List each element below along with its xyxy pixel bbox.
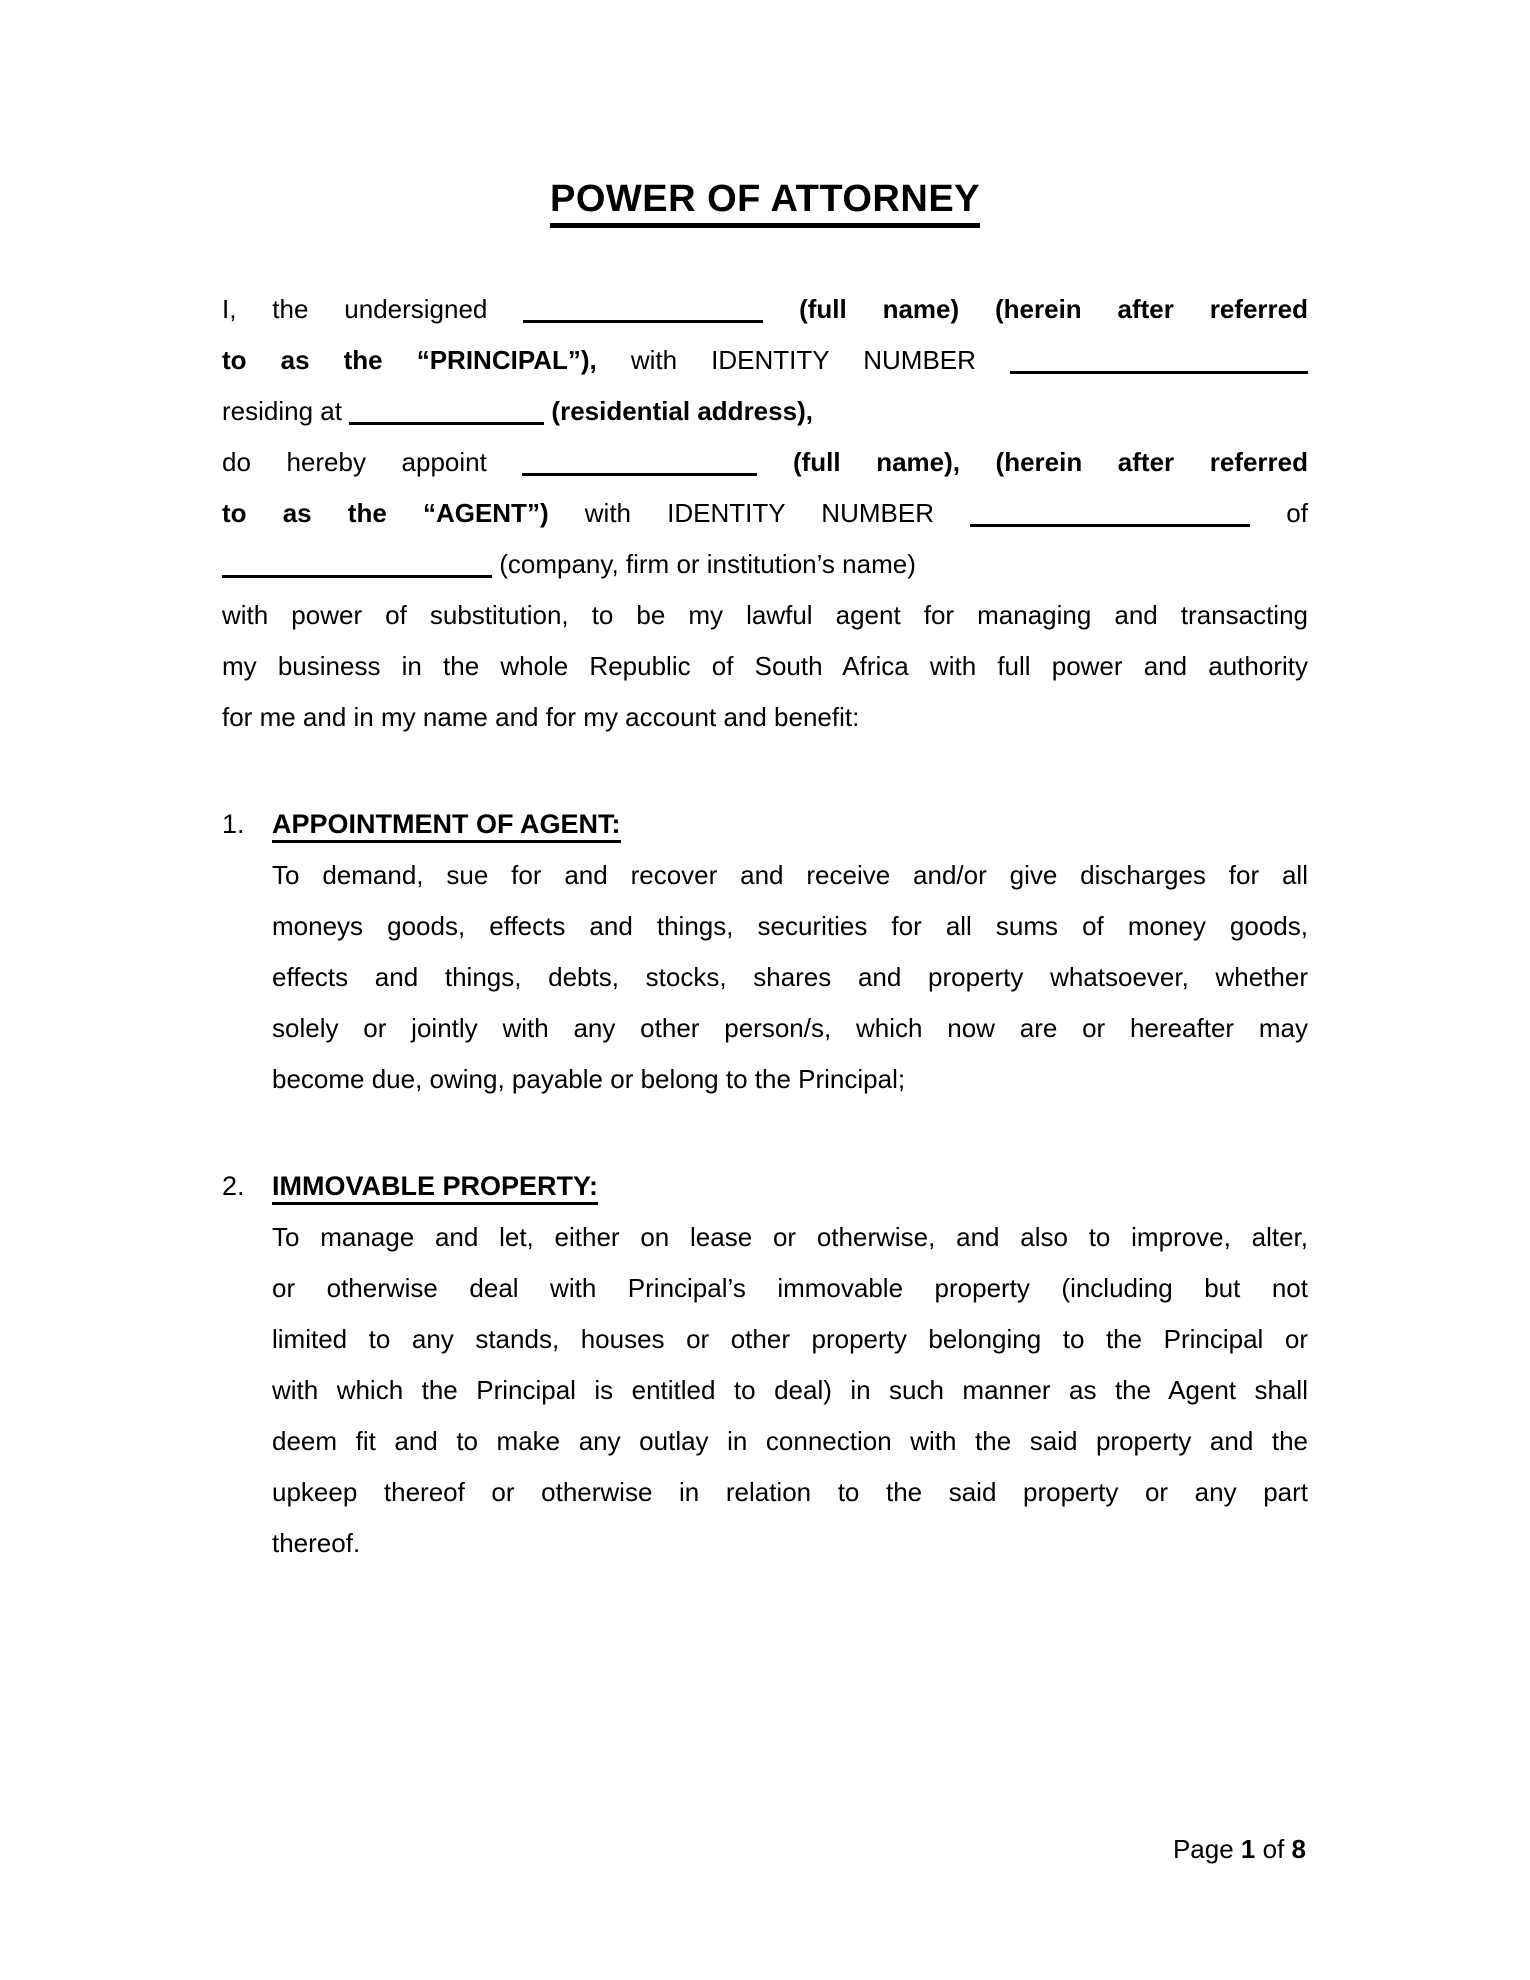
text-segment: to as the “AGENT”) xyxy=(222,498,549,528)
text-segment: with which the Principal is entitled to deal) in such manner as the Agent shall xyxy=(272,1375,1308,1405)
text-segment: to as the “PRINCIPAL”), xyxy=(222,345,597,375)
text-line xyxy=(272,1054,1308,1105)
footer-of-label: of xyxy=(1262,1834,1285,1864)
text-segment: deem fit and to make any outlay in connection with the said property and the xyxy=(272,1426,1308,1456)
text-segment: for me and in my name and for my account and benefit: xyxy=(222,702,860,732)
text-segment: do hereby appoint xyxy=(222,447,523,477)
text-segment: (full name) (herein after referred xyxy=(763,294,1308,324)
text-line xyxy=(222,335,1308,386)
text-segment: (full name), (herein after referred xyxy=(757,447,1308,477)
section-body xyxy=(272,1212,1308,1569)
blank-field xyxy=(349,416,544,425)
text-line xyxy=(272,1314,1308,1365)
text-segment: (residential address), xyxy=(544,396,813,426)
text-segment: effects and things, debts, stocks, shares and property whatsoever, whether xyxy=(272,962,1308,992)
text-line xyxy=(222,539,1308,590)
text-line xyxy=(272,1416,1308,1467)
section-number: 2. xyxy=(222,1171,245,1201)
intro-paragraph xyxy=(222,284,1308,743)
text-segment: with IDENTITY NUMBER xyxy=(548,498,971,528)
text-line xyxy=(222,692,1308,743)
text-line xyxy=(272,1518,1308,1569)
text-line xyxy=(272,850,1308,901)
text-segment: I, the undersigned xyxy=(222,294,524,324)
text-segment: residing at xyxy=(222,396,350,426)
blank-field xyxy=(523,314,763,323)
text-line xyxy=(222,590,1308,641)
text-line xyxy=(272,952,1308,1003)
section-heading xyxy=(222,799,1308,850)
blank-field xyxy=(1010,365,1308,374)
text-segment: thereof. xyxy=(272,1528,361,1558)
text-line xyxy=(272,1003,1308,1054)
text-segment: solely or jointly with any other person/s, which now are or hereafter may xyxy=(272,1013,1308,1043)
section-number: 1. xyxy=(222,809,245,839)
text-segment: (company, firm or institution’s name) xyxy=(492,549,916,579)
section-appointment-of-agent xyxy=(222,799,1308,1105)
text-segment: my business in the whole Republic of South Africa with full power and authority xyxy=(222,651,1308,681)
text-segment: with IDENTITY NUMBER xyxy=(596,345,1010,375)
document-title xyxy=(0,176,1530,222)
text-segment: upkeep thereof or otherwise in relation to the said property or any part xyxy=(272,1477,1308,1507)
text-line xyxy=(272,1212,1308,1263)
section-heading-text: APPOINTMENT OF AGENT: xyxy=(272,809,621,843)
text-line xyxy=(222,284,1308,335)
text-line xyxy=(222,437,1308,488)
text-segment: of xyxy=(1250,498,1308,528)
section-heading-text: IMMOVABLE PROPERTY: xyxy=(272,1171,598,1205)
text-segment: with power of substitution, to be my lawful agent for managing and transacting xyxy=(222,600,1308,630)
text-line xyxy=(272,1263,1308,1314)
text-line xyxy=(272,1467,1308,1518)
text-segment: become due, owing, payable or belong to the Principal; xyxy=(272,1064,906,1094)
text-segment: To manage and let, either on lease or otherwise, and also to improve, alter, xyxy=(272,1222,1308,1252)
text-segment: To demand, sue for and recover and receive and/or give discharges for all xyxy=(272,860,1308,890)
text-line xyxy=(222,641,1308,692)
text-line xyxy=(272,901,1308,952)
blank-field xyxy=(222,569,492,578)
footer-page-label: Page xyxy=(1172,1834,1234,1864)
section-body xyxy=(272,850,1308,1105)
section-immovable-property xyxy=(222,1161,1308,1569)
text-segment: or otherwise deal with Principal’s immovable property (including but not xyxy=(272,1273,1308,1303)
text-line xyxy=(222,488,1308,539)
text-line xyxy=(222,386,1308,437)
blank-field xyxy=(970,518,1250,527)
document-title-text: POWER OF ATTORNEY xyxy=(550,178,980,228)
text-segment: moneys goods, effects and things, securities for all sums of money goods, xyxy=(272,911,1308,941)
blank-field xyxy=(522,467,757,476)
footer-total-pages: 8 xyxy=(1291,1834,1306,1864)
section-heading xyxy=(222,1161,1308,1212)
text-segment: limited to any stands, houses or other property belonging to the Principal or xyxy=(272,1324,1308,1354)
text-line xyxy=(272,1365,1308,1416)
page-number-footer xyxy=(1173,1826,1306,1872)
footer-page-number: 1 xyxy=(1240,1834,1256,1864)
